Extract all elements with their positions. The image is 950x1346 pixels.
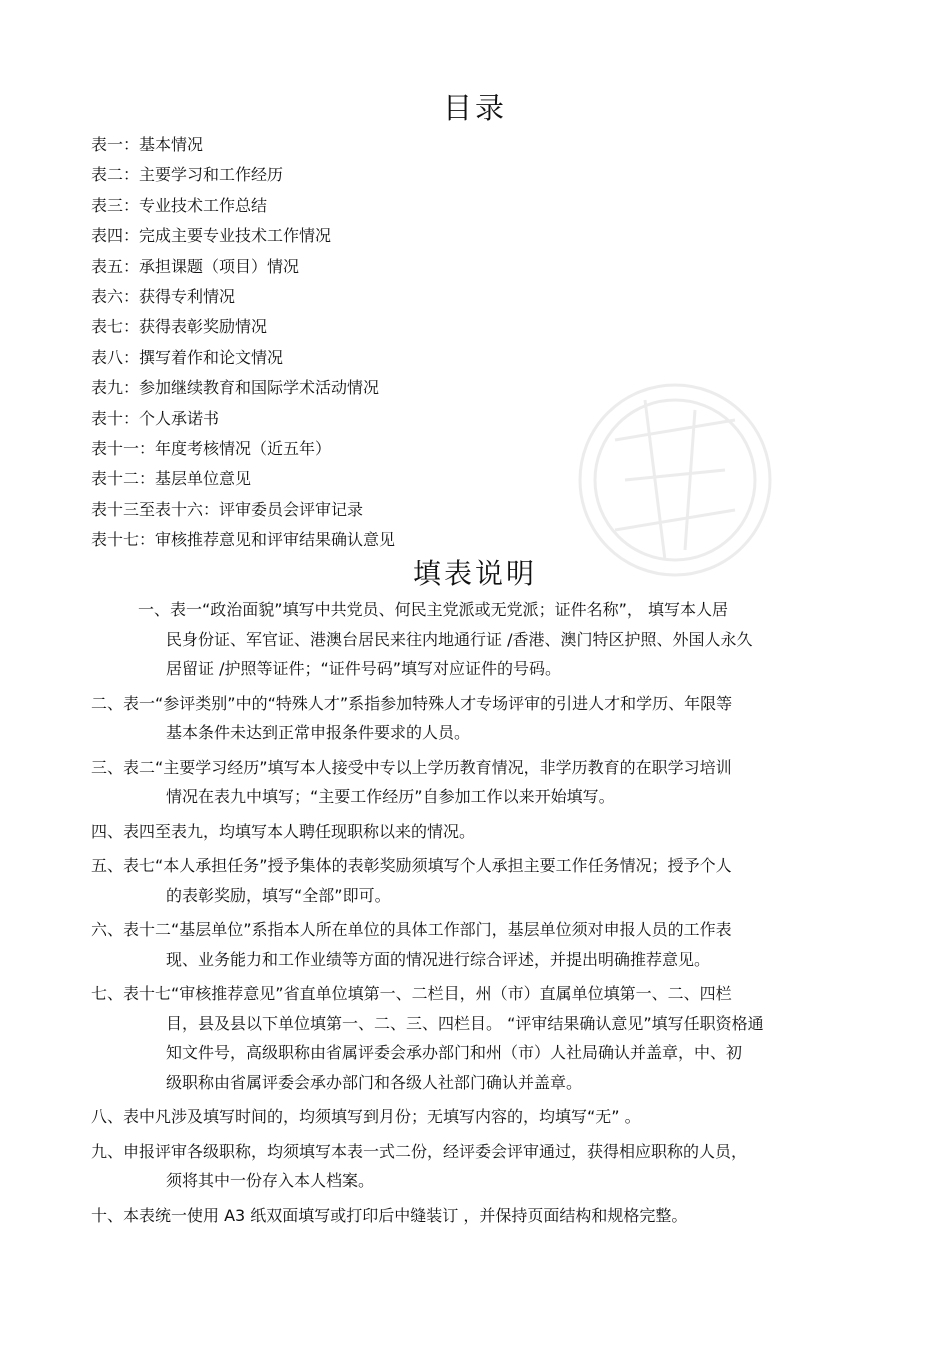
instruction-item xyxy=(91,817,861,847)
instruction-line: 居留证 /护照等证件；“证件号码”填写对应证件的号码。 xyxy=(166,659,562,678)
instruction-line: 须将其中一份存入本人档案。 xyxy=(166,1171,375,1190)
instruction-line: 十、本表统一使用 A3 纸双面填写或打印后中缝装订 ，并保持页面结构和规格完整。 xyxy=(91,1205,688,1225)
toc-item: 表三：专业技术工作总结 xyxy=(91,195,268,215)
instruction-line: 七、表十七“审核推荐意见”省直单位填第一、二栏目，州（市）直属单位填第一、二、四栏 xyxy=(91,984,732,1003)
toc-item: 表八：撰写着作和论文情况 xyxy=(91,347,284,367)
toc-item: 表十：个人承诺书 xyxy=(91,408,220,428)
toc-list xyxy=(91,130,395,555)
instruction-line: 五、表七“本人承担任务”授予集体的表彰奖励须填写个人承担主要工作任务情况；授予个人 xyxy=(91,856,732,875)
instruction-line: 目，县及县以下单位填第一、二、三、四栏目。 “评审结果确认意见”填写任职资格通 xyxy=(166,1013,764,1033)
instruction-item xyxy=(91,1201,861,1231)
toc-item: 表十一：年度考核情况（近五年） xyxy=(91,438,332,458)
instruction-line: 二、表一“参评类别”中的“特殊人才”系指参加特殊人才专场评审的引进人才和学历、年限等 xyxy=(91,693,733,713)
instruction-item xyxy=(91,753,861,812)
instruction-line: 九、申报评审各级职称，均须填写本表一式二份，经评委会评审通过，获得相应职称的人员， xyxy=(91,1141,748,1161)
instruction-line: 知文件号，高级职称由省属评委会承办部门和州（市）人社局确认并盖章，中、初 xyxy=(166,1043,743,1062)
instruction-line: 六、表十二“基层单位”系指本人所在单位的具体工作部门，基层单位须对申报人员的工作表 xyxy=(91,920,732,939)
instruction-line: 四、表四至表九，均填写本人聘任现职称以来的情况。 xyxy=(91,821,476,841)
toc-item: 表七：获得表彰奖励情况 xyxy=(91,317,268,337)
instruction-item xyxy=(91,915,861,974)
toc-title: 目录 xyxy=(442,91,507,125)
instruction-line: 一、表一“政治面貌”填写中共党员、何民主党派或无党派；证件名称”， 填写本人居 xyxy=(138,600,728,619)
instruction-line: 的表彰奖励，填写“全部”即可。 xyxy=(166,885,391,905)
instruction-line: 三、表二“主要学习经历”填写本人接受中专以上学历教育情况，非学历教育的在职学习培训 xyxy=(91,757,732,777)
instructions-list xyxy=(91,595,861,1235)
toc-item: 表五：承担课题（项目）情况 xyxy=(91,256,300,276)
toc-item: 表二：主要学习和工作经历 xyxy=(91,165,284,185)
instruction-line: 情况在表九中填写；“主要工作经历”自参加工作以来开始填写。 xyxy=(166,787,615,806)
instructions-title: 填表说明 xyxy=(412,557,537,590)
instruction-line: 基本条件未达到正常申报条件要求的人员。 xyxy=(166,723,471,742)
instruction-item xyxy=(91,1137,861,1196)
instruction-item xyxy=(91,979,861,1097)
toc-item: 表十二：基层单位意见 xyxy=(91,469,252,489)
instruction-line: 级职称由省属评委会承办部门和各级人社部门确认并盖章。 xyxy=(166,1072,583,1092)
instruction-line: 八、表中凡涉及填写时间的，均须填写到月份；无填写内容的，均填写“无” 。 xyxy=(91,1107,641,1126)
instruction-item xyxy=(91,851,861,910)
toc-item: 表一：基本情况 xyxy=(91,135,204,154)
instruction-line: 民身份证、军官证、港澳台居民来往内地通行证 /香港、澳门特区护照、外国人永久 xyxy=(166,629,753,649)
toc-item: 表九：参加继续教育和国际学术活动情况 xyxy=(91,378,380,398)
instruction-item xyxy=(91,689,861,748)
toc-item: 表十三至表十六：评审委员会评审记录 xyxy=(91,499,364,519)
instruction-item xyxy=(91,595,861,684)
instruction-line: 现、业务能力和工作业绩等方面的情况进行综合评述，并提出明确推荐意见。 xyxy=(166,949,711,969)
toc-item: 表六：获得专利情况 xyxy=(91,286,236,306)
instruction-item xyxy=(91,1102,861,1132)
toc-item: 表十七：审核推荐意见和评审结果确认意见 xyxy=(91,530,396,550)
toc-item: 表四：完成主要专业技术工作情况 xyxy=(91,226,332,246)
